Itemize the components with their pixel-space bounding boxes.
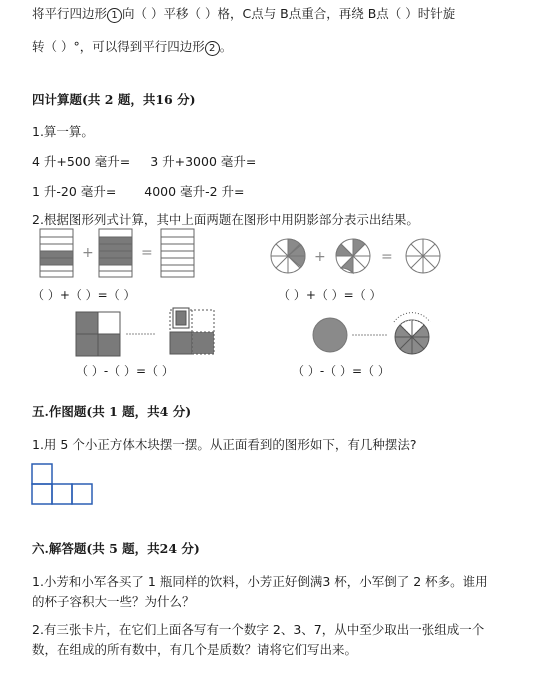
section6-title: 六.解答题(共 5 题，共24 分) <box>32 541 200 556</box>
blanks-c: （ ）-（ ）=（ ） <box>76 364 174 378</box>
s6-q2-line2: 数，在组成的所有数中，有几个是质数？请将它们写出来。 <box>32 642 358 657</box>
s4-q1-expr-b: 3 升+3000 毫升= <box>150 154 257 169</box>
figure-rect-addition <box>35 224 205 282</box>
s6-q2-line1: 2.有三张卡片，在它们上面各写有一个数字 2、3、7，从中至少取出一张组成一个 <box>32 622 485 637</box>
s4-q1-expr-a: 4 升+500 毫升= <box>32 154 131 169</box>
svg-text:+: + <box>314 249 326 265</box>
section4-title: 四计算题(共 2 题，共16 分) <box>32 92 196 107</box>
svg-text:+: + <box>82 245 94 261</box>
intro-line-2 <box>32 37 232 56</box>
s4-q2-label: 2.根据图形列式计算，其中上面两题在图形中用阴影部分表示出结果。 <box>32 212 419 227</box>
intro-text-b: 向（ ）平移（ ）格，C点与 B点重合，再绕 B点（ ）时针旋 <box>122 6 456 21</box>
s4-q1-row2 <box>32 182 244 200</box>
parallelogram-2-mark: 2 <box>205 41 220 56</box>
svg-text:=: = <box>381 249 393 265</box>
section5-title: 五.作图题(共 1 题，共4 分) <box>32 404 192 419</box>
s6-q1-line2: 的杯子容积大一些？为什么？ <box>32 594 195 609</box>
figure-circle-addition <box>268 234 446 278</box>
svg-text:=: = <box>141 245 153 261</box>
intro-line-1 <box>32 4 455 23</box>
parallelogram-1-mark: 1 <box>107 8 122 23</box>
s4-q1-expr-c: 1 升-20 毫升= <box>32 184 117 199</box>
figure-circle-subtraction <box>310 310 440 360</box>
blanks-b: （ ）+（ ）=（ ） <box>278 288 382 302</box>
s6-q1-line1: 1.小芳和小军各买了 1 瓶同样的饮料，小芳正好倒满3 杯，小军倒了 2 杯多。谁用 <box>32 574 488 589</box>
front-view-figure <box>30 462 102 506</box>
figure-square-subtraction <box>72 306 222 362</box>
blanks-a: （ ）+（ ）=（ ） <box>32 288 136 302</box>
s4-q1-row1 <box>32 152 256 170</box>
intro-text-d: 。 <box>219 39 233 54</box>
blanks-d: （ ）-（ ）=（ ） <box>292 364 390 378</box>
intro-text-a: 将平行四边形 <box>32 6 108 21</box>
intro-text-c: 转（ ）°，可以得到平行四边形 <box>32 39 205 54</box>
s5-q1: 1.用 5 个小正方体木块摆一摆。从正面看到的图形如下，有几种摆法? <box>32 437 417 452</box>
s4-q1-label: 1.算一算。 <box>32 124 94 139</box>
s4-q1-expr-d: 4000 毫升-2 升= <box>144 184 245 199</box>
